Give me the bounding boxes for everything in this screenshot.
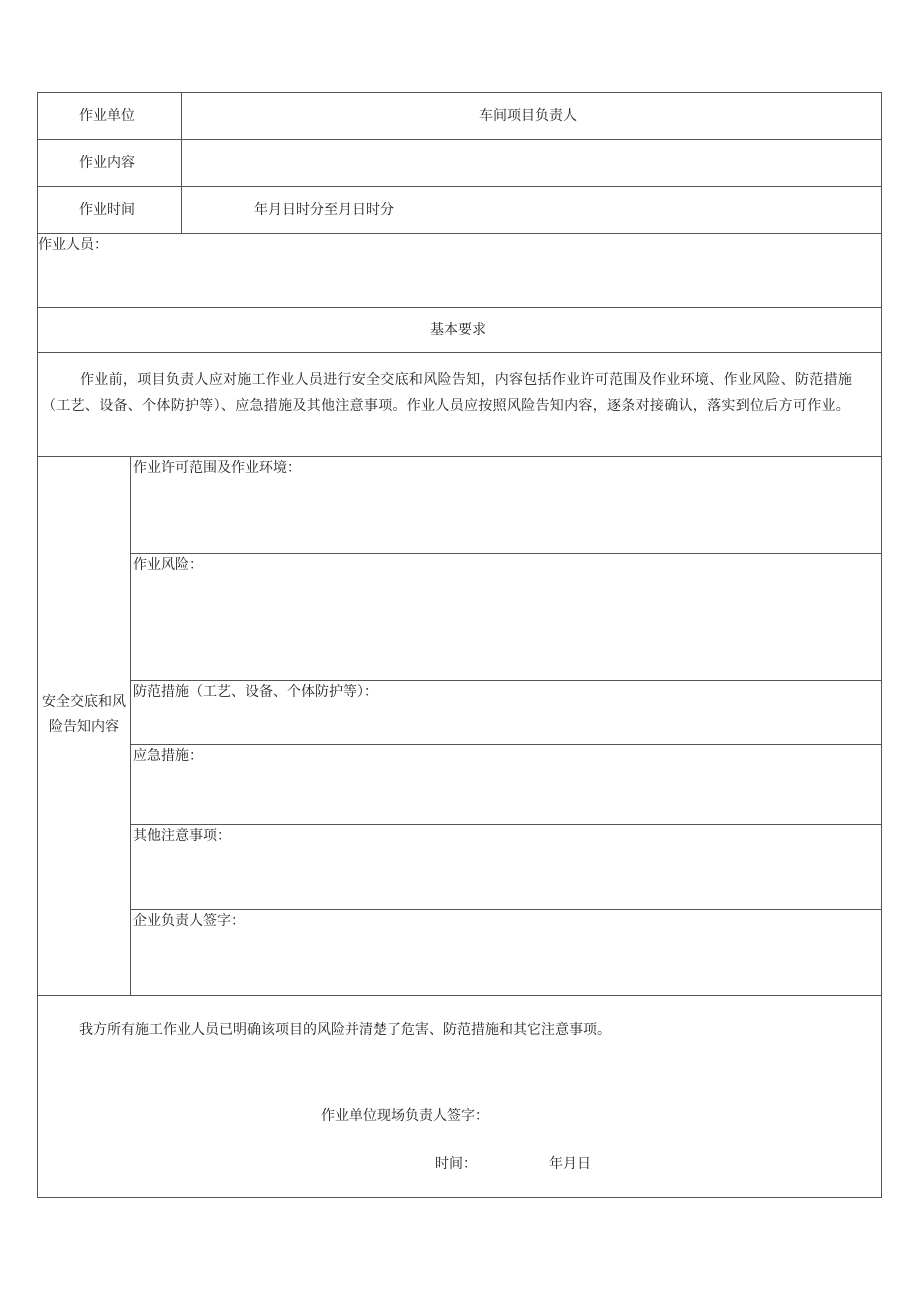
row-divider xyxy=(130,909,882,910)
content-label: 作业内容 xyxy=(79,155,135,171)
column-divider xyxy=(130,456,131,995)
briefing-item-other[interactable]: 其他注意事项： xyxy=(133,828,231,844)
row-divider xyxy=(37,995,882,996)
row-divider xyxy=(130,824,882,825)
row-divider xyxy=(37,233,882,234)
basic-requirements-title: 基本要求 xyxy=(430,322,486,338)
row-divider xyxy=(37,456,882,457)
row-divider xyxy=(130,744,882,745)
row-divider xyxy=(37,352,882,353)
row-divider xyxy=(37,307,882,308)
row-divider xyxy=(130,680,882,681)
unit-value[interactable]: 车间项目负责人 xyxy=(479,108,577,124)
briefing-item-risks[interactable]: 作业风险： xyxy=(133,557,203,573)
time-label: 作业时间 xyxy=(79,202,135,218)
confirmation-statement: 我方所有施工作业人员已明确该项目的风险并清楚了危害、防范措施和其它注意事项。 xyxy=(79,1022,611,1038)
briefing-item-emergency[interactable]: 应急措施： xyxy=(133,748,203,764)
personnel-label[interactable]: 作业人员： xyxy=(38,237,108,253)
row-divider xyxy=(37,186,882,187)
briefing-item-precautions[interactable]: 防范措施（工艺、设备、个体防护等）： xyxy=(133,684,378,700)
site-supervisor-signature[interactable]: 作业单位现场负责人签字： xyxy=(321,1108,489,1124)
briefing-item-signature[interactable]: 企业负责人签字： xyxy=(133,913,245,929)
unit-label: 作业单位 xyxy=(79,108,135,124)
briefing-side-label: 安全交底和风险告知内容 xyxy=(42,694,126,735)
basic-requirements-text: 作业前，项目负责人应对施工作业人员进行安全交底和风险告知，内容包括作业许可范围及作业环境、作业风险、防范措施（工艺、设备、个体防护等）、应急措施及其他注意事项。作业人员应按照风险告知内容，逐条对接确认，落实到位后方可作业。 xyxy=(42,372,853,414)
confirmation-date[interactable]: 年月日 xyxy=(549,1156,591,1172)
confirmation-time-label: 时间： xyxy=(435,1156,477,1172)
row-divider xyxy=(37,139,882,140)
time-value[interactable]: 年月日时分至月日时分 xyxy=(254,202,394,218)
column-divider xyxy=(181,92,182,233)
briefing-item-scope[interactable]: 作业许可范围及作业环境： xyxy=(133,460,301,476)
row-divider xyxy=(130,553,882,554)
